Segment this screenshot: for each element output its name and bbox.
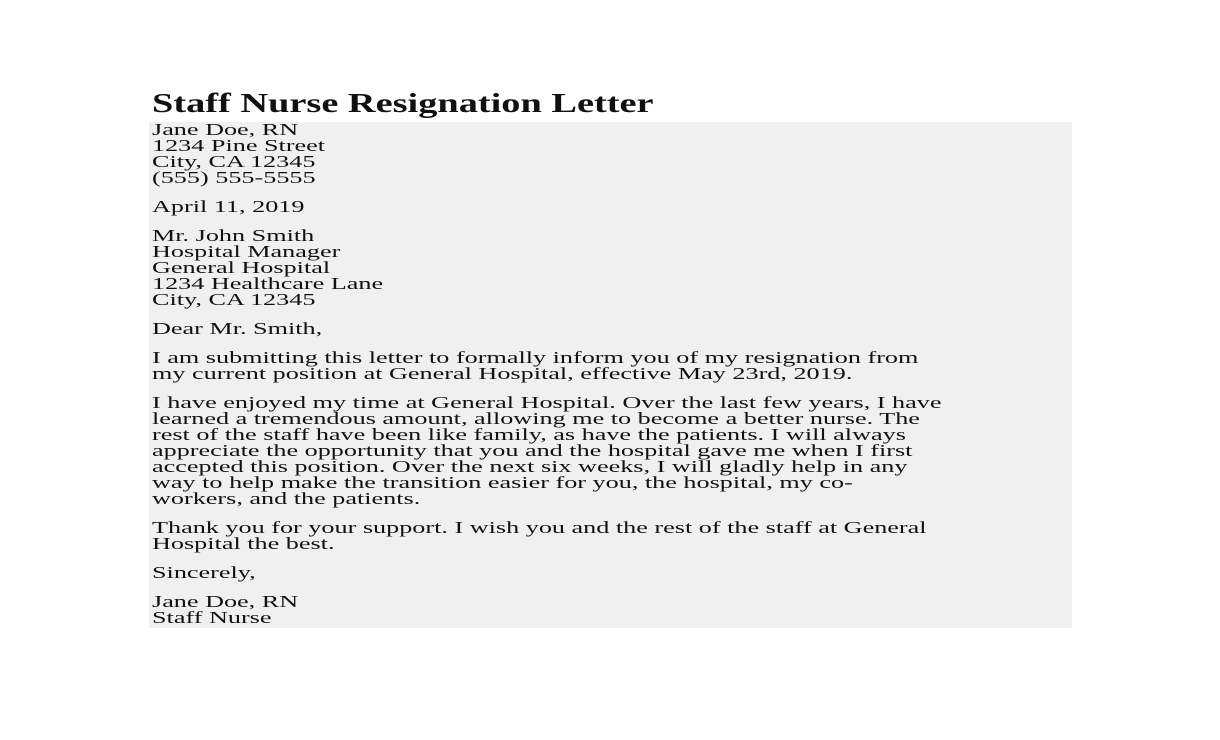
text-line: Dear Mr. Smith, bbox=[152, 319, 323, 338]
letter-date bbox=[152, 199, 1076, 215]
text-line: Sincerely, bbox=[152, 563, 256, 582]
gratitude-paragraph bbox=[152, 395, 1076, 507]
text-line: 1234 Healthcare Lane bbox=[152, 274, 384, 293]
text-line: City, CA 12345 bbox=[152, 290, 316, 309]
text-line: Staff Nurse bbox=[152, 608, 272, 627]
text-line: General Hospital bbox=[152, 258, 331, 277]
text-line: City, CA 12345 bbox=[152, 152, 316, 171]
text-line: learned a tremendous amount, allowing me to become a better nurse. The bbox=[152, 409, 920, 428]
sender-address bbox=[152, 122, 1076, 186]
text-line: Jane Doe, RN bbox=[152, 120, 299, 139]
text-line: Thank you for your support. I wish you and the rest of the staff at General bbox=[152, 518, 927, 537]
letter-text bbox=[152, 122, 1076, 639]
text-line: (555) 555-5555 bbox=[152, 168, 316, 187]
document-title: Staff Nurse Resignation Letter bbox=[152, 88, 654, 118]
recipient-address bbox=[152, 228, 1076, 308]
text-line: I am submitting this letter to formally inform you of my resignation from bbox=[152, 348, 919, 367]
text-line: 1234 Pine Street bbox=[152, 136, 326, 155]
text-line: appreciate the opportunity that you and the hospital gave me when I first bbox=[152, 441, 913, 460]
text-line: Mr. John Smith bbox=[152, 226, 315, 245]
text-line: Hospital Manager bbox=[152, 242, 341, 261]
signature-block bbox=[152, 594, 1076, 626]
letter-body bbox=[149, 122, 1072, 628]
text-line: Jane Doe, RN bbox=[152, 592, 299, 611]
text-line: Hospital the best. bbox=[152, 534, 335, 553]
closing-paragraph bbox=[152, 520, 1076, 552]
text-line: April 11, 2019 bbox=[152, 197, 305, 216]
text-line: my current position at General Hospital, effective May 23rd, 2019. bbox=[152, 364, 853, 383]
text-line: rest of the staff have been like family, as have the patients. I will always bbox=[152, 425, 906, 444]
sign-off bbox=[152, 565, 1076, 581]
text-line: workers, and the patients. bbox=[152, 489, 421, 508]
resignation-paragraph bbox=[152, 350, 1076, 382]
text-line: way to help make the transition easier for you, the hospital, my co- bbox=[152, 473, 853, 492]
salutation bbox=[152, 321, 1076, 337]
text-line: I have enjoyed my time at General Hospital. Over the last few years, I have bbox=[152, 393, 942, 412]
text-line: accepted this position. Over the next six weeks, I will gladly help in any bbox=[152, 457, 908, 476]
